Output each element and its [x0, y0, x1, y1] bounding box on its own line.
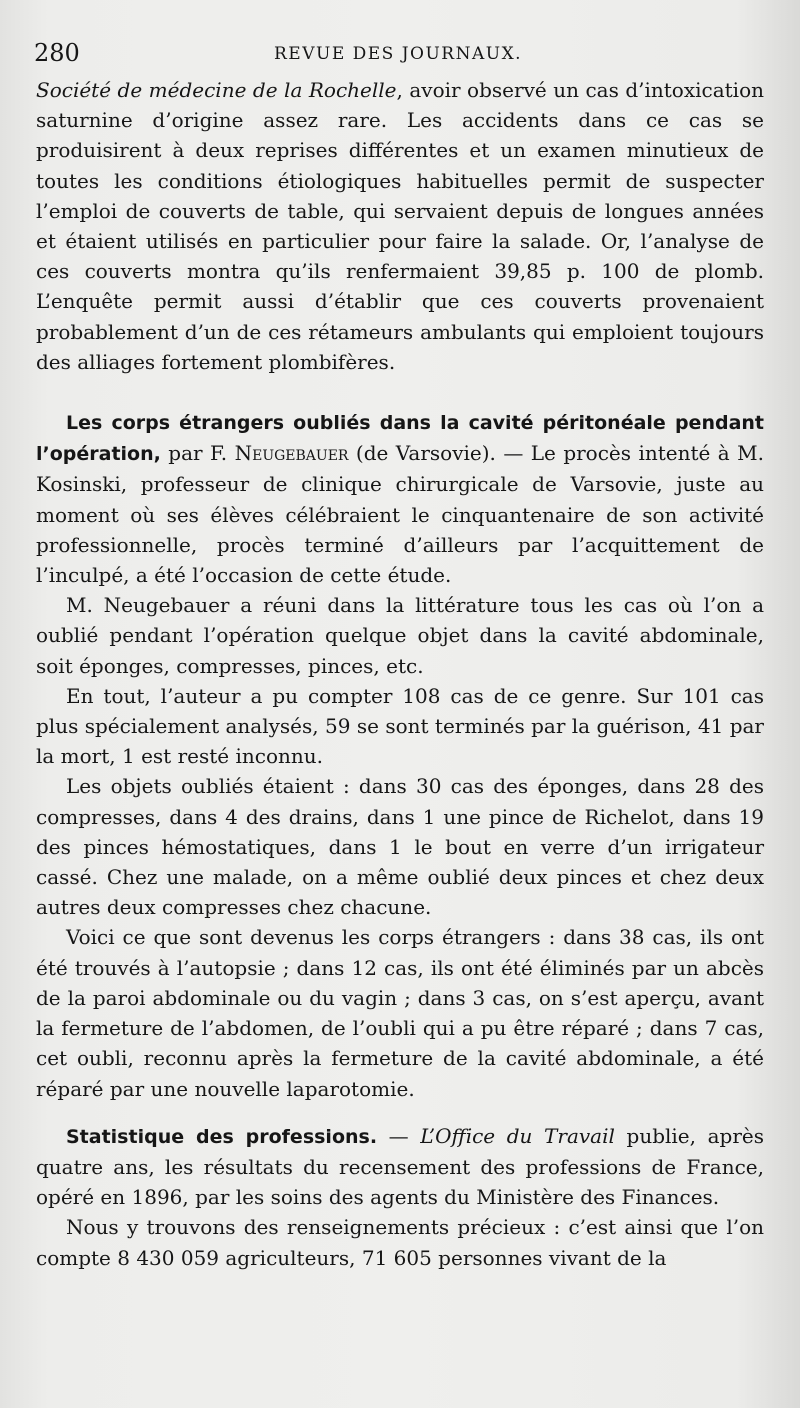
- article-foreign-bodies-author: Neugebauer: [234, 441, 349, 466]
- office-name: L’Office du Travail: [420, 1123, 615, 1148]
- paragraph: Les objets oubliés étaient : dans 30 cas des éponges, dans 28 des compresses, dans 4 des drains, dans 1 une pince de Richelot, dans 19 des pinces hémostatiques, dans 1 le bout en verre d’un irrigateur cassé. Chez une malade, on a même oublié deux pinces et chez deux autres deux compresses chez chacune.: [36, 774, 764, 920]
- article-statistics-lead: [36, 1121, 764, 1213]
- article-foreign-bodies-by: par F.: [160, 441, 235, 466]
- article-intoxication-text: , avoir observé un cas d’intoxication saturnine d’origine assez rare. Les accidents dans ce cas se produisirent à deux reprises différentes et un examen minutieux de toutes les conditions étiologiques habituelles permit de suspecter l’emploi de couverts de table, qui servaient depuis de longues années et étaient utilisés en particulier pour faire la salade. Or, l’analyse de ces couverts montra qu’ils renfermaient 39,85 p. 100 de plomb. L’enquête permit aussi d’établir que ces couverts provenaient probablement d’un de ces rétameurs ambulants qui emploient toujours des alliages fortement plombifères.: [36, 78, 764, 374]
- paragraph: M. Neugebauer a réuni dans la littérature tous les cas où l’on a oublié pendant l’opération quelque objet dans la cavité abdominale, soit éponges, compresses, pinces, etc.: [36, 593, 764, 678]
- journal-title: REVUE DES JOURNAUX.: [274, 44, 523, 64]
- article-foreign-bodies-title: Les corps étrangers oubliés dans la cavité péritonéale pendant l’opération,: [36, 412, 764, 466]
- section-spacer: [36, 377, 764, 407]
- society-name: Société de médecine de la Rochelle: [36, 78, 397, 102]
- body-text: [36, 75, 764, 1273]
- article-foreign-bodies-lead-text: (de Varsovie). — Le procès intenté à M. Kosinski, professeur de clinique chirurgicale de Varsovie, juste au moment où ses élèves célébraient le cinquantenaire de son activité professionnelle, procès terminé d’ailleurs par l’acquittement de l’inculpé, a été l’occasion de cette étude.: [36, 441, 765, 588]
- page-number: 280: [34, 39, 80, 67]
- article-foreign-bodies-lead: [36, 407, 764, 590]
- paragraph: Voici ce que sont devenus les corps étrangers : dans 38 cas, ils ont été trouvés à l’autopsie ; dans 12 cas, ils ont été éliminés par un abcès de la paroi abdominale ou du vagin ; dans 3 cas, on s’est aperçu, avant la fermeture de l’abdomen, de l’oubli qui a pu être réparé ; dans 7 cas, cet oubli, reconnu après la fermeture de la cavité abdominale, a été réparé par une nouvelle laparotomie.: [36, 925, 764, 1101]
- running-head: [34, 36, 764, 72]
- section-spacer: [36, 1104, 764, 1121]
- article-statistics-dash: —: [377, 1123, 421, 1148]
- paragraph: Nous y trouvons des renseignements précieux : c’est ainsi que l’on compte 8 430 059 agriculteurs, 71 605 personnes vivant de la: [36, 1215, 764, 1270]
- paragraph: En tout, l’auteur a pu compter 108 cas de ce genre. Sur 101 cas plus spécialement analysés, 59 se sont terminés par la guérison, 41 par la mort, 1 est resté inconnu.: [36, 683, 764, 769]
- article-statistics-title: Statistique des professions.: [66, 1125, 378, 1148]
- article-intoxication-paragraph: [36, 75, 764, 377]
- article-statistics-lead-text: publie, après quatre ans, les résultats du recensement des professions de France, opéré en 1896, par les soins des agents du Ministère des Finances.: [36, 1123, 764, 1210]
